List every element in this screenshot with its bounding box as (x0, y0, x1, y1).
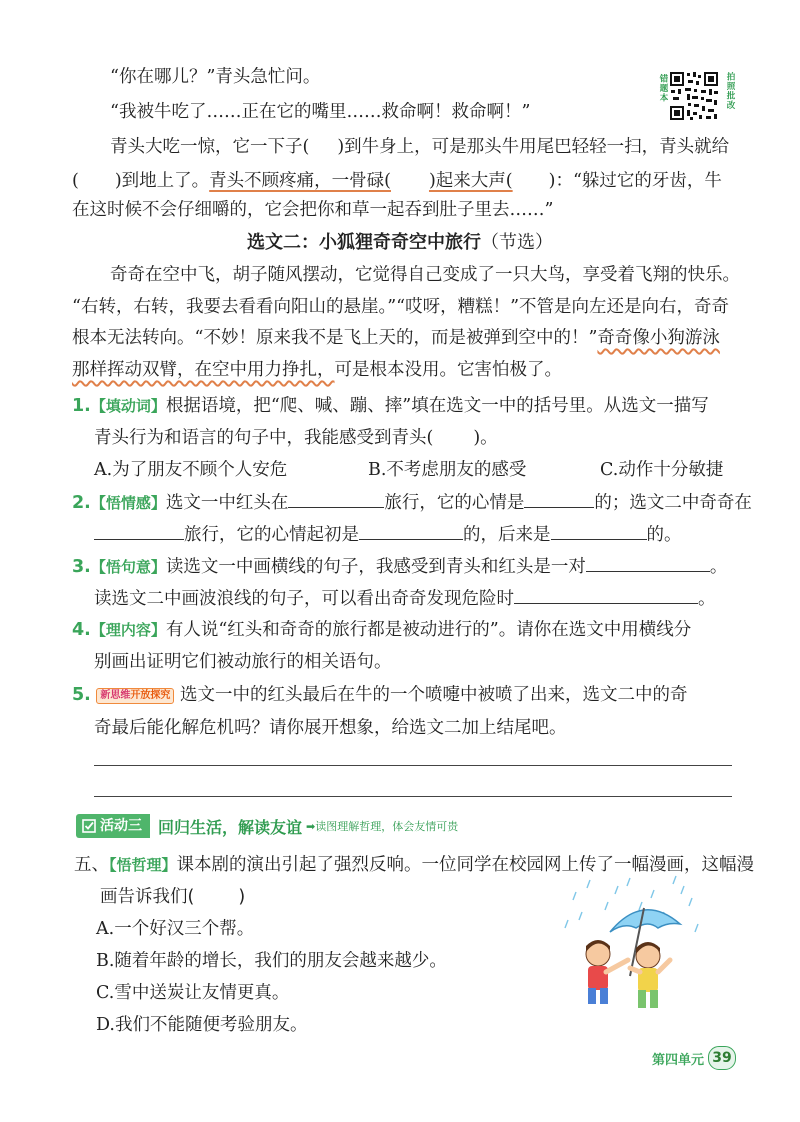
cartoon-illustration (558, 872, 708, 1022)
page-footer (652, 1046, 736, 1070)
new-thinking-badge: 新思维开放探究 (96, 688, 174, 704)
passage2-wavy-sentence-cont: 那样挥动双臂，在空中用力挣扎， (72, 360, 335, 380)
qr-code[interactable] (668, 70, 720, 122)
q-five-option-c[interactable]: C.雪中送炭让友情更真。 (96, 983, 290, 1003)
q5-answer-line-2[interactable] (94, 796, 732, 797)
passage2-wavy-sentence: 奇奇像小狗游泳 (597, 328, 720, 348)
activity-badge: 活动三 (76, 814, 150, 838)
q4-line1: 4.【理内容】有人说“红头和奇奇的旅行都是被动进行的”。请你在选文中用横线分 (72, 620, 692, 640)
q5-line1: 5. 新思维开放探究 选文一中的红头最后在牛的一个喷嚏中被喷了出来，选文二中的奇 (72, 685, 688, 705)
activity-title: 回归生活，解读友谊 (158, 817, 303, 837)
passage2-line1: 奇奇在空中飞，胡子随风摆动，它觉得自己变成了一只大鸟，享受着飞翔的快乐。 (110, 265, 740, 285)
passage1-line4: ( )到地上了。青头不顾疼痛，一骨碌( )起来大声( )：“躲过它的牙齿，牛 (72, 171, 722, 191)
q3-blank-1[interactable] (586, 553, 710, 572)
unit-label: 第四单元 (651, 1052, 704, 1068)
passage1-line1: “你在哪儿？”青头急忙问。 (110, 67, 321, 87)
passage2-line4: 那样挥动双臂，在空中用力挣扎，可是根本没用。它害怕极了。 (72, 360, 562, 380)
page-number: 39 (708, 1046, 736, 1070)
passage2-title: 选文二：小狐狸奇奇空中旅行（节选） (247, 232, 553, 253)
q2-line1: 2.【悟情感】选文一中红头在 旅行，它的心情是 的；选文二中奇奇在 (72, 489, 752, 517)
activity-desc: ➡读图理解哲理，体会友情可贵 (306, 820, 459, 833)
qr-left-label: 错题本 (658, 74, 668, 103)
q5-answer-line-1[interactable] (94, 765, 732, 766)
q2-blank-3[interactable] (94, 521, 184, 540)
qr-right-label: 拍照批改 (725, 72, 735, 110)
passage1-underlined-sentence-a: 青头不顾疼痛，一骨碌( )起来大声( (209, 171, 513, 191)
q4-line2: 别画出证明它们被动旅行的相关语句。 (94, 652, 392, 672)
activity-banner (76, 813, 458, 839)
q-five-option-a[interactable]: A.一个好汉三个帮。 (96, 919, 255, 939)
passage2-line3: 根本无法转向。“不妙！原来我不是飞上天的，而是被弹到空中的！”奇奇像小狗游泳 (72, 328, 720, 348)
q2-blank-4[interactable] (359, 521, 463, 540)
checkbox-icon (82, 819, 96, 833)
q1-option-c[interactable]: C.动作十分敏捷 (600, 460, 724, 480)
passage1-line5: 在这时候不会仔细嚼的，它会把你和草一起吞到肚子里去……” (72, 200, 554, 220)
q2-blank-1[interactable] (288, 489, 384, 508)
q1-line1: 1.【填动词】根据语境，把“爬、喊、蹦、摔”填在选文一中的括号里。从选文一描写 (72, 396, 709, 416)
q1-option-b[interactable]: B.不考虑朋友的感受 (368, 460, 527, 480)
passage1-line3: 青头大吃一惊，它一下子( )到牛身上，可是那头牛用尾巴轻轻一扫，青头就给 (110, 137, 730, 157)
q1-option-a[interactable]: A.为了朋友不顾个人安危 (94, 460, 288, 480)
q-five-line2: 画告诉我们( ) (100, 887, 246, 907)
q-five-line1: 五、【悟哲理】课本剧的演出引起了强烈反响。一位同学在校园网上传了一幅漫画，这幅漫 (74, 855, 755, 875)
q2-blank-2[interactable] (524, 489, 594, 508)
q3-line2: 读选文二中画波浪线的句子，可以看出奇奇发现危险时 。 (94, 585, 716, 613)
q-five-option-d[interactable]: D.我们不能随便考验朋友。 (96, 1015, 308, 1035)
q3-line1: 3.【悟句意】读选文一中画横线的句子，我感受到青头和红头是一对 。 (72, 553, 727, 581)
q1-line2: 青头行为和语言的句子中，我能感受到青头( )。 (94, 428, 498, 448)
q2-blank-5[interactable] (551, 521, 647, 540)
passage1-line2: “我被牛吃了……正在它的嘴里……救命啊！救命啊！” (110, 102, 531, 122)
q2-line2: 旅行，它的心情起初是 的，后来是 的。 (94, 521, 682, 549)
q5-line2: 奇最后能化解危机吗？请你展开想象，给选文二加上结尾吧。 (94, 718, 567, 738)
q-five-option-b[interactable]: B.随着年龄的增长，我们的朋友会越来越少。 (96, 951, 447, 971)
q3-blank-2[interactable] (514, 585, 698, 604)
passage2-line2: “右转，右转，我要去看看向阳山的悬崖。”“哎呀，糟糕！”不管是向左还是向右，奇奇 (72, 297, 730, 317)
